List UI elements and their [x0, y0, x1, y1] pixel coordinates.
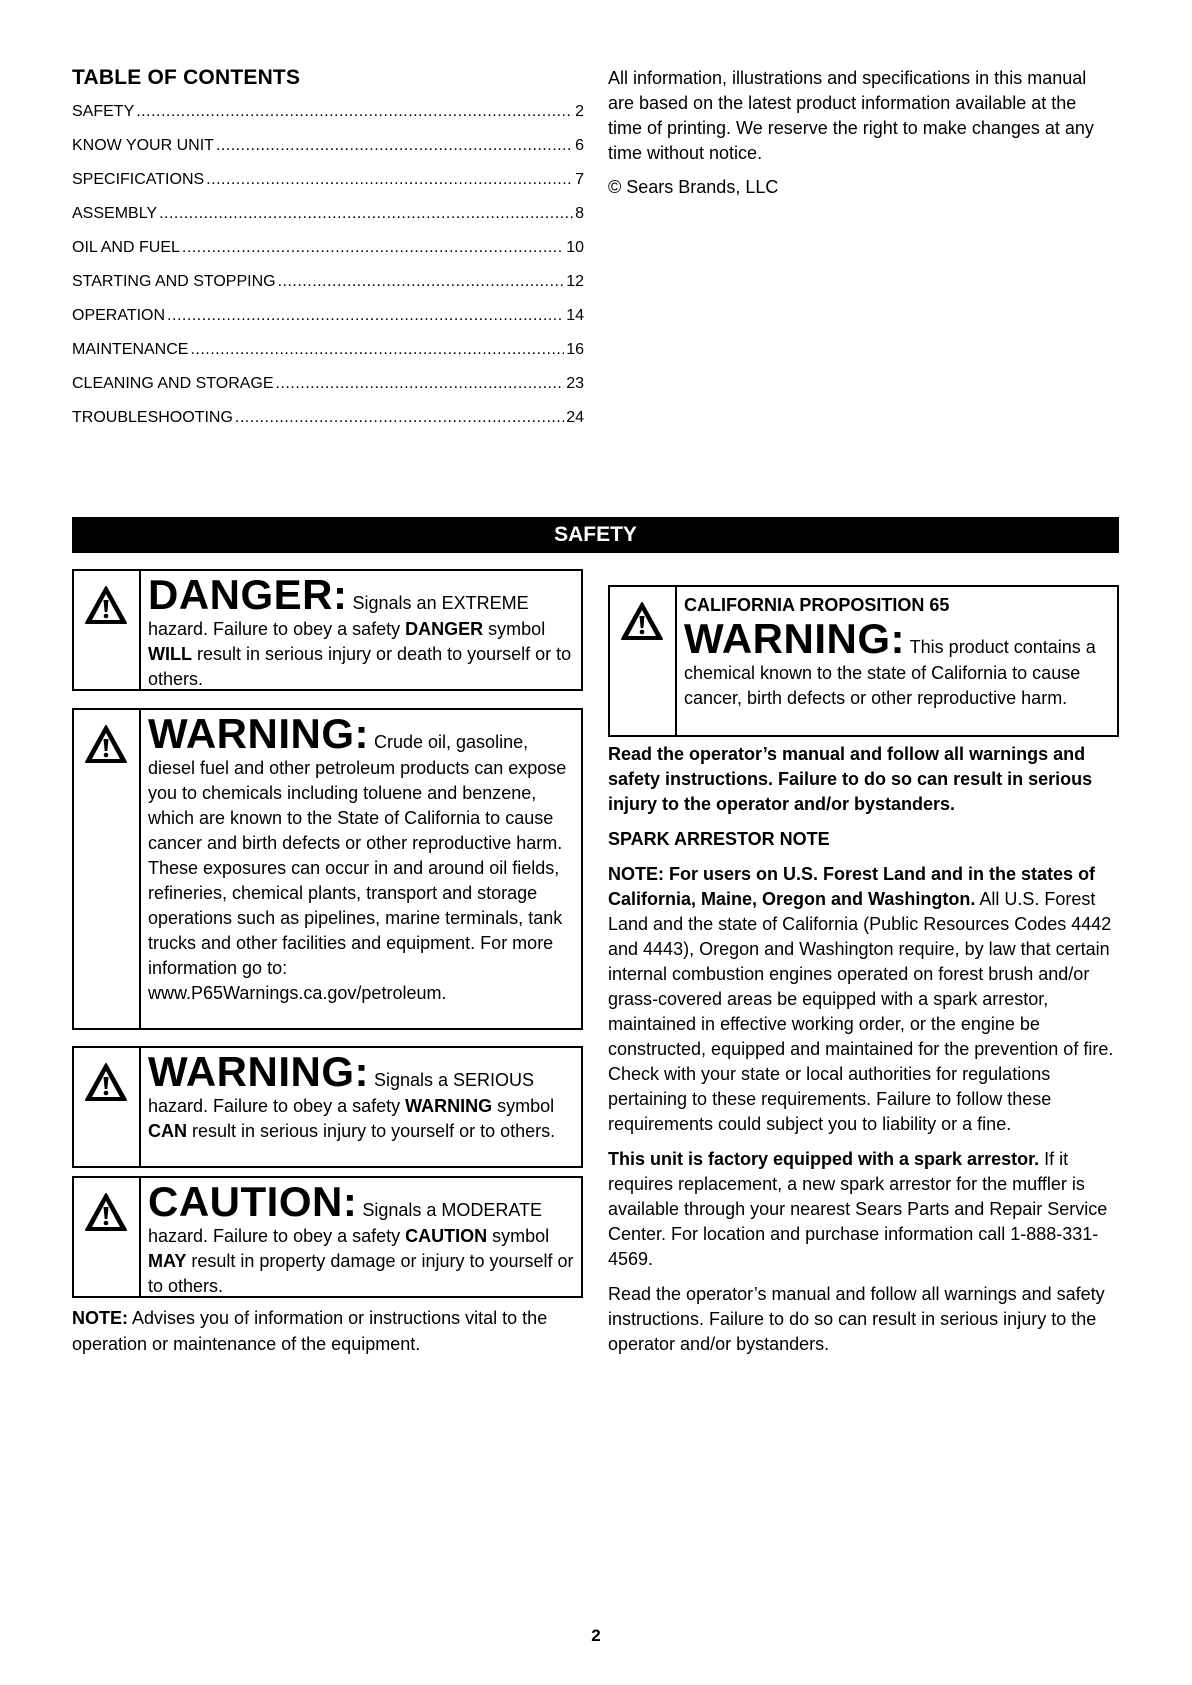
- warning-serious-mid: symbol: [492, 1096, 555, 1116]
- spark-note-text: All U.S. Forest Land and the state of California (Public Resources Codes 4442 and 4443), Oregon and Washington require, by law that certain internal combustion engines operated on forest brush and/or grass-covered areas be equipped with a spark arrestor, maintained in effective working order, or the engine be constructed, equipped and maintained for the prevention of fire. Check with your state or local authorities for regulations pertaining to these requirements. Failure to follow these requirements could subject you to liability or a fine.: [608, 889, 1114, 1134]
- warning-serious-bold1: WARNING: [405, 1096, 493, 1116]
- danger-icon-cell: [74, 571, 141, 689]
- toc-leader-dots: [136, 102, 573, 122]
- toc-leader-dots: [206, 170, 573, 190]
- toc-entry: [72, 136, 584, 170]
- signal-word-warning: WARNING:: [148, 1048, 369, 1095]
- warning-serious-bold2: CAN: [148, 1121, 187, 1141]
- danger-tail: result in serious injury or death to yourself or to others.: [148, 644, 572, 689]
- toc-entry: [72, 408, 584, 442]
- intro-block: [608, 66, 1108, 209]
- toc-leader-dots: [167, 306, 564, 326]
- toc-entry: [72, 102, 584, 136]
- spark-arrestor-note: [608, 862, 1123, 1137]
- copyright-text: © Sears Brands, LLC: [608, 177, 779, 197]
- prop65-icon-cell: [610, 587, 677, 735]
- warning-petroleum-text: [148, 712, 575, 1006]
- signal-word-caution: CAUTION:: [148, 1178, 358, 1225]
- spark-note-bold: NOTE: For users on U.S. Forest Land and in the states of California, Maine, Oregon and Washington.: [608, 864, 1096, 909]
- toc-entry-label: MAINTENANCE: [72, 341, 189, 358]
- toc-entry: [72, 340, 584, 374]
- right-column-text: [608, 742, 1123, 1367]
- warning-serious-tail: result in serious injury to yourself or to others.: [187, 1121, 556, 1141]
- toc-entry-label: OIL AND FUEL: [72, 239, 180, 256]
- toc-leader-dots: [159, 204, 573, 224]
- caution-bold1: CAUTION: [405, 1226, 488, 1246]
- toc-leader-dots: [216, 136, 573, 156]
- prop65-box: [608, 585, 1119, 737]
- toc-title: TABLE OF CONTENTS: [72, 66, 301, 89]
- section-header-safety: SAFETY: [72, 517, 1119, 553]
- warning-triangle-icon: [84, 585, 128, 625]
- toc-leader-dots: [278, 272, 565, 292]
- toc-entry-label: ASSEMBLY: [72, 205, 158, 222]
- danger-box: [72, 569, 583, 691]
- caution-text: [148, 1180, 575, 1299]
- spark-arrestor-heading: SPARK ARRESTOR NOTE: [608, 829, 830, 849]
- toc-entry-label: CLEANING AND STORAGE: [72, 375, 274, 392]
- read-manual-plain: Read the operator’s manual and follow all warnings and safety instructions. Failure to do so can result in serious injury to the operator and/or bystanders.: [608, 1284, 1105, 1354]
- danger-bold1: DANGER: [405, 619, 484, 639]
- warning-triangle-icon: [84, 724, 128, 764]
- caution-box: [72, 1176, 583, 1298]
- toc-leader-dots: [276, 374, 565, 394]
- toc-entry-page: 14: [566, 307, 584, 324]
- toc-entry-page: 12: [566, 273, 584, 290]
- table-of-contents: [72, 66, 584, 442]
- toc-entry-page: 16: [566, 341, 584, 358]
- toc-entry-label: KNOW YOUR UNIT: [72, 137, 214, 154]
- warning-petroleum-body: Crude oil, gasoline, diesel fuel and other petroleum products can expose you to chemicals including toluene and benzene, which are known to the State of California to cause cancer and birth defects or other reproductive harm. These exposures can occur in and around oil fields, refineries, chemical plants, transport and storage operations such as pipelines, marine terminals, tank trucks and other facilities and equipment. For more information go to: www.P65Warnings.ca.gov/petroleum.: [148, 732, 567, 1003]
- disclaimer-text: All information, illustrations and specifications in this manual are based on the latest product information available at the time of printing. We reserve the right to make changes at any time without notice.: [608, 68, 1094, 163]
- toc-list: [72, 102, 584, 442]
- toc-entry-page: 2: [575, 103, 584, 120]
- danger-lead: Signals an EXTREME hazard. Failure to obey a safety: [148, 593, 529, 639]
- warning-serious-lead: Signals a SERIOUS hazard. Failure to obey a safety: [148, 1070, 535, 1116]
- toc-entry-label: SAFETY: [72, 103, 135, 120]
- warning-serious-text: [148, 1050, 575, 1144]
- factory-text: If it requires replacement, a new spark arrestor for the muffler is available through your nearest Sears Parts and Repair Service Center. For location and purchase information call 1-888-331-4569.: [608, 1149, 1108, 1269]
- signal-word-warning: WARNING:: [148, 710, 369, 757]
- note-text: Advises you of information or instructions vital to the operation or maintenance of the equipment.: [72, 1308, 548, 1354]
- warning-triangle-icon: [84, 1192, 128, 1232]
- toc-entry-label: STARTING AND STOPPING: [72, 273, 276, 290]
- toc-entry-page: 24: [566, 409, 584, 426]
- prop65-text: [684, 593, 1111, 711]
- signal-word-danger: DANGER:: [148, 571, 348, 618]
- note-label: NOTE:: [72, 1308, 128, 1328]
- caution-bold2: MAY: [148, 1251, 187, 1271]
- toc-entry-page: 8: [575, 205, 584, 222]
- page-number: 2: [591, 1626, 601, 1645]
- toc-entry: [72, 306, 584, 340]
- warning-triangle-icon: [84, 1062, 128, 1102]
- warning-petroleum-box: [72, 708, 583, 1030]
- toc-entry-label: SPECIFICATIONS: [72, 171, 205, 188]
- factory-bold: This unit is factory equipped with a spark arrestor.: [608, 1149, 1040, 1169]
- danger-bold2: WILL: [148, 644, 192, 664]
- warning-icon-cell: [74, 710, 141, 1028]
- caution-lead: Signals a MODERATE hazard. Failure to obey a safety: [148, 1200, 543, 1246]
- toc-entry: [72, 170, 584, 204]
- prop65-heading: CALIFORNIA PROPOSITION 65: [684, 595, 950, 615]
- toc-entry: [72, 374, 584, 408]
- toc-entry: [72, 204, 584, 238]
- toc-entry-page: 23: [566, 375, 584, 392]
- toc-entry-page: 6: [575, 137, 584, 154]
- toc-entry-page: 7: [575, 171, 584, 188]
- read-manual-bold: Read the operator’s manual and follow all warnings and safety instructions. Failure to do so can result in serious injury to the operator and/or bystanders.: [608, 744, 1093, 814]
- toc-leader-dots: [235, 408, 564, 428]
- factory-equipped-paragraph: [608, 1147, 1123, 1272]
- caution-tail: result in property damage or injury to yourself or to others.: [148, 1251, 574, 1296]
- toc-entry-label: OPERATION: [72, 307, 166, 324]
- caution-mid: symbol: [487, 1226, 550, 1246]
- caution-icon-cell: [74, 1178, 141, 1296]
- danger-mid: symbol: [483, 619, 546, 639]
- prop65-body: This product contains a chemical known to the state of California to cause cancer, birth defects or other reproductive harm.: [684, 637, 1096, 708]
- danger-text: [148, 573, 575, 692]
- toc-entry-label: TROUBLESHOOTING: [72, 409, 233, 426]
- toc-entry-page: 10: [566, 239, 584, 256]
- warning-icon-cell: [74, 1048, 141, 1166]
- warning-serious-box: [72, 1046, 583, 1168]
- signal-word-warning: WARNING:: [684, 615, 905, 662]
- toc-entry: [72, 238, 584, 272]
- toc-entry: [72, 272, 584, 306]
- warning-triangle-icon: [620, 601, 664, 641]
- toc-leader-dots: [190, 340, 564, 360]
- toc-leader-dots: [182, 238, 564, 258]
- note-definition: [72, 1305, 584, 1357]
